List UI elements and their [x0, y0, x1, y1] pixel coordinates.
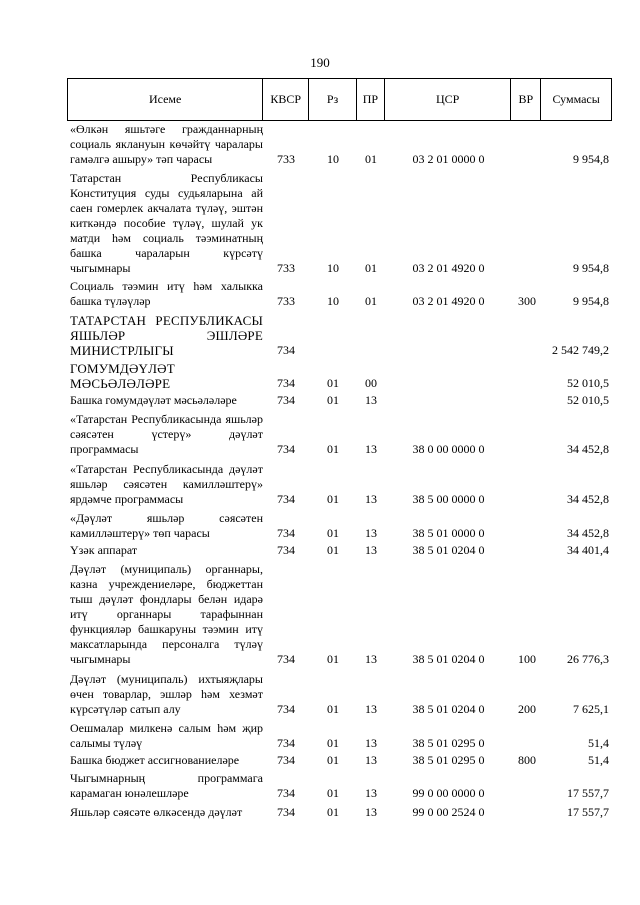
table-row: [67, 562, 612, 667]
row-kvsr: 734: [277, 805, 295, 819]
table-row: [67, 279, 612, 309]
row-sum: 9 954,8: [573, 261, 609, 275]
row-name: ТАТАРСТАН РЕСПУБЛИКАСЫ ЯШЬЛӘР ЭШЛӘРЕ МИНИСТРЛЫГЫ: [70, 313, 263, 358]
row-csr: 38 5 01 0295 0: [412, 736, 485, 750]
table-row: [67, 511, 612, 541]
row-name: Башка гомумдәүләт мәсьәләләре: [70, 393, 237, 407]
row-pr: 13: [365, 786, 377, 800]
row-pr: 13: [365, 805, 377, 819]
row-rz: 01: [327, 442, 339, 456]
table-row: [67, 805, 612, 820]
row-pr: 13: [365, 753, 377, 767]
header-rz: Рз: [309, 79, 357, 120]
row-csr: 99 0 00 2524 0: [412, 805, 485, 819]
row-name: Үзәк аппарат: [70, 543, 138, 557]
row-kvsr: 733: [277, 261, 295, 275]
row-csr: 38 5 01 0204 0: [412, 652, 485, 666]
row-csr: 38 0 00 0000 0: [412, 442, 485, 456]
row-rz: 01: [327, 736, 339, 750]
row-csr: 03 2 01 4920 0: [412, 294, 485, 308]
row-kvsr: 734: [277, 526, 295, 540]
row-kvsr: 734: [277, 343, 295, 357]
row-pr: 13: [365, 543, 377, 557]
table-body: [67, 121, 612, 820]
header-sum: Суммасы: [552, 92, 600, 106]
table-row: [67, 412, 612, 457]
row-name: «Татарстан Республикасында яшьләр сәясәтен үстерү» дәүләт программасы: [70, 412, 263, 456]
row-pr: 01: [365, 261, 377, 275]
row-rz: 01: [327, 376, 339, 390]
table-row: [67, 171, 612, 276]
row-pr: 13: [365, 702, 377, 716]
row-name: Дәүләт (муниципаль) ихтыяҗлары өчен товарлар, эшләр һәм хезмәт күрсәтүләр сатып алу: [70, 672, 263, 716]
header-csr: ЦСР: [385, 79, 512, 120]
row-csr: 38 5 01 0204 0: [412, 543, 485, 557]
row-rz: 01: [327, 652, 339, 666]
row-sum: 51,4: [588, 736, 609, 750]
row-name: Оешмалар милкенә салым һәм җир салымы түләү: [70, 721, 263, 750]
row-pr: 13: [365, 393, 377, 407]
row-pr: 13: [365, 526, 377, 540]
row-vr: 800: [518, 753, 536, 767]
row-rz: 01: [327, 526, 339, 540]
header-name: Исеме: [68, 79, 263, 120]
row-kvsr: 733: [277, 152, 295, 166]
row-name: Чыгымнарның программага карамаган юнәлешләре: [70, 771, 263, 800]
table-row: [67, 672, 612, 717]
row-name: Башка бюджет ассигнованиеләре: [70, 753, 240, 767]
table-row: [67, 462, 612, 507]
row-rz: 01: [327, 543, 339, 557]
row-sum: 34 452,8: [567, 492, 609, 506]
row-csr: 38 5 01 0000 0: [412, 526, 485, 540]
row-name: «Татарстан Республикасында дәүләт яшьләр сәясәтен камилләштерү» ярдәмче программасы: [70, 462, 263, 506]
table-row: [67, 771, 612, 801]
row-sum: 51,4: [588, 753, 609, 767]
row-vr: 200: [518, 702, 536, 716]
row-sum: 52 010,5: [567, 393, 609, 407]
row-sum: 17 557,7: [567, 805, 609, 819]
row-kvsr: 734: [277, 393, 295, 407]
table-row: [67, 313, 612, 358]
row-kvsr: 734: [277, 442, 295, 456]
row-rz: 01: [327, 805, 339, 819]
row-kvsr: 734: [277, 702, 295, 716]
header-vr: ВР: [511, 79, 541, 120]
row-sum: 17 557,7: [567, 786, 609, 800]
header-pr: ПР: [357, 79, 385, 120]
row-csr: 99 0 00 0000 0: [412, 786, 485, 800]
page-number: 190: [310, 55, 330, 70]
row-csr: 38 5 00 0000 0: [412, 492, 485, 506]
row-name: «Дәүләт яшьләр сәясәтен камилләштерү» төп чарасы: [70, 511, 263, 540]
row-pr: 13: [365, 442, 377, 456]
row-rz: 01: [327, 786, 339, 800]
row-kvsr: 734: [277, 376, 295, 390]
row-rz: 01: [327, 393, 339, 407]
row-pr: 01: [365, 152, 377, 166]
table-row: [67, 122, 612, 167]
row-vr: 300: [518, 294, 536, 308]
row-name: Яшьләр сәясәте өлкәсендә дәүләт: [70, 805, 243, 819]
row-pr: 00: [365, 376, 377, 390]
row-kvsr: 734: [277, 786, 295, 800]
row-sum: 26 776,3: [567, 652, 609, 666]
row-sum: 34 452,8: [567, 442, 609, 456]
row-kvsr: 734: [277, 753, 295, 767]
row-sum: 34 401,4: [567, 543, 609, 557]
table-row: [67, 721, 612, 751]
row-vr: 100: [518, 652, 536, 666]
row-sum: 9 954,8: [573, 152, 609, 166]
row-csr: 03 2 01 4920 0: [412, 261, 485, 275]
row-rz: 01: [327, 702, 339, 716]
row-sum: 2 542 749,2: [552, 343, 609, 357]
row-name: Социаль тәэмин итү һәм халыкка башка түләүләр: [70, 279, 263, 308]
table-row: [67, 543, 612, 558]
row-rz: 10: [327, 152, 339, 166]
row-sum: 52 010,5: [567, 376, 609, 390]
row-pr: 01: [365, 294, 377, 308]
table-row: [67, 393, 612, 408]
row-sum: 7 625,1: [573, 702, 609, 716]
row-pr: 13: [365, 736, 377, 750]
header-kvsr: КВСР: [263, 79, 309, 120]
row-kvsr: 734: [277, 492, 295, 506]
table-row: [67, 753, 612, 768]
row-csr: 38 5 01 0204 0: [412, 702, 485, 716]
row-pr: 13: [365, 492, 377, 506]
table-row: [67, 361, 612, 391]
row-csr: 03 2 01 0000 0: [412, 152, 485, 166]
row-name: Татарстан Республикасы Конституция суды судьяларына ай саен гомерлек акчалата түләү, эштән киткәндә пособие түләү, шулай ук матди һәм социаль тәэминатның башка чараларын күрсәтү чыгымнары: [70, 171, 263, 275]
row-name: ГОМУМДӘҮЛӘТ МӘСЬӘЛӘЛӘРЕ: [70, 361, 175, 391]
row-sum: 9 954,8: [573, 294, 609, 308]
row-csr: 38 5 01 0295 0: [412, 753, 485, 767]
row-name: «Өлкән яшьтәге гражданнарның социаль яклануын көчәйтү чаралары гамәлгә ашыру» тәп чарасы: [70, 122, 263, 166]
row-name: Дәүләт (муниципаль) органнары, казна учреждениеләре, бюджеттан тыш дәүләт фондлары белән идарә итү органнары тарафыннан функцияләр башкаруны тәэмин итү максатларында персоналга түләү чыгымнары: [70, 562, 263, 666]
row-rz: 10: [327, 294, 339, 308]
row-sum: 34 452,8: [567, 526, 609, 540]
row-kvsr: 734: [277, 652, 295, 666]
row-rz: 01: [327, 753, 339, 767]
table-header: [67, 78, 612, 121]
row-kvsr: 734: [277, 736, 295, 750]
row-pr: 13: [365, 652, 377, 666]
row-kvsr: 733: [277, 294, 295, 308]
row-rz: 01: [327, 492, 339, 506]
row-rz: 10: [327, 261, 339, 275]
row-kvsr: 734: [277, 543, 295, 557]
